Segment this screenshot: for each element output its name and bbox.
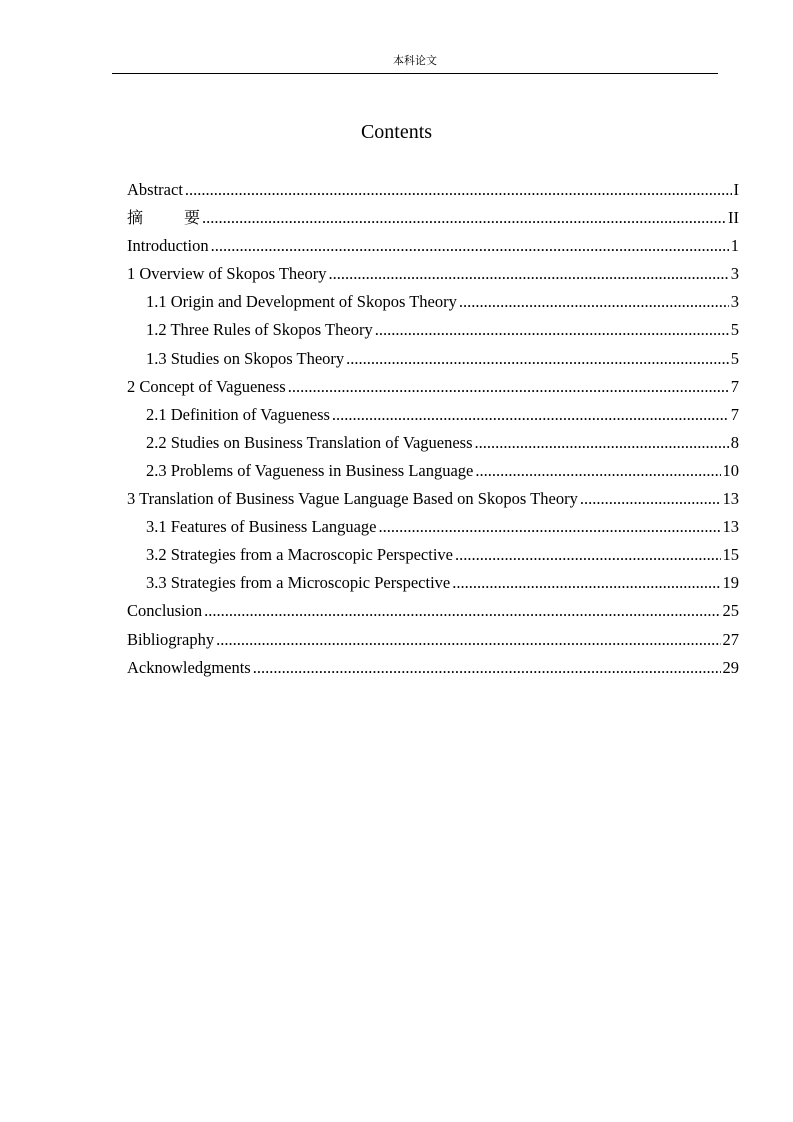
running-header: 本科论文 bbox=[393, 54, 437, 67]
toc-entry-section-1-2[interactable] bbox=[127, 316, 739, 344]
toc-entry-label: Acknowledgments bbox=[127, 657, 251, 677]
dot-leader bbox=[332, 401, 729, 429]
toc-entry-page: 7 bbox=[730, 404, 739, 424]
toc-entry-page: 13 bbox=[722, 489, 739, 509]
toc-entry-page: I bbox=[733, 180, 739, 199]
toc-entry-acknowledgments[interactable] bbox=[127, 654, 739, 682]
toc-entry-page: 8 bbox=[730, 432, 739, 452]
toc-entry-page: 15 bbox=[722, 545, 739, 565]
dot-leader bbox=[379, 513, 721, 541]
dot-leader bbox=[346, 345, 729, 373]
toc-entry-page: 13 bbox=[722, 517, 739, 537]
toc-entry-label: 3.3 Strategies from a Microscopic Perspective bbox=[146, 573, 451, 593]
toc-entry-section-2-3[interactable] bbox=[127, 457, 739, 485]
toc-entry-page: 7 bbox=[730, 376, 739, 396]
toc-entry-label: 3 Translation of Business Vague Language Based on Skopos Theory bbox=[127, 489, 578, 509]
toc-entry-page: 10 bbox=[722, 460, 739, 480]
toc-entry-section-2-2[interactable] bbox=[127, 429, 739, 457]
dot-leader bbox=[455, 541, 721, 569]
dot-leader bbox=[202, 204, 726, 232]
toc-entry-page: 27 bbox=[722, 629, 739, 649]
toc-entry-label: Bibliography bbox=[127, 629, 215, 649]
toc-entry-page: 3 bbox=[730, 292, 739, 312]
toc-entry-label: Abstract bbox=[127, 180, 183, 199]
dot-leader bbox=[452, 569, 720, 597]
toc-entry-label: 2.2 Studies on Business Translation of Vagueness bbox=[146, 432, 473, 452]
toc-entry-label: 1 Overview of Skopos Theory bbox=[127, 264, 327, 284]
toc-entry-chapter-1[interactable] bbox=[127, 260, 739, 288]
toc-entry-chinese-abstract[interactable] bbox=[127, 204, 739, 232]
dot-leader bbox=[580, 485, 721, 513]
toc-entry-abstract[interactable] bbox=[127, 176, 739, 204]
toc-entry-section-2-1[interactable] bbox=[127, 401, 739, 429]
dot-leader bbox=[216, 626, 720, 654]
table-of-contents bbox=[127, 176, 739, 682]
toc-entry-label: 3.2 Strategies from a Macroscopic Perspective bbox=[146, 545, 453, 565]
toc-entry-conclusion[interactable] bbox=[127, 597, 739, 625]
toc-entry-label: 3.1 Features of Business Language bbox=[146, 517, 377, 537]
toc-entry-section-3-2[interactable] bbox=[127, 541, 739, 569]
toc-entry-chapter-2[interactable] bbox=[127, 373, 739, 401]
toc-entry-bibliography[interactable] bbox=[127, 626, 739, 654]
toc-entry-page: 19 bbox=[722, 573, 739, 593]
toc-entry-label-char: 摘 bbox=[127, 208, 144, 228]
dot-leader bbox=[211, 232, 729, 260]
dot-leader bbox=[475, 429, 729, 457]
toc-entry-page: 5 bbox=[730, 348, 739, 368]
page-title: Contents bbox=[360, 121, 433, 143]
toc-entry-page: II bbox=[728, 208, 739, 228]
dot-leader bbox=[375, 316, 729, 344]
toc-entry-page: 1 bbox=[730, 236, 739, 256]
toc-entry-label-char: 要 bbox=[184, 208, 201, 228]
dot-leader bbox=[185, 176, 732, 204]
toc-entry-chapter-3[interactable] bbox=[127, 485, 739, 513]
toc-entry-section-3-3[interactable] bbox=[127, 569, 739, 597]
toc-entry-page: 3 bbox=[730, 264, 739, 284]
dot-leader bbox=[204, 597, 720, 625]
header-rule bbox=[112, 73, 718, 74]
dot-leader bbox=[459, 288, 729, 316]
toc-entry-label: 1.2 Three Rules of Skopos Theory bbox=[146, 320, 373, 340]
toc-entry-introduction[interactable] bbox=[127, 232, 739, 260]
toc-entry-label: 1.1 Origin and Development of Skopos Theory bbox=[146, 292, 457, 312]
toc-entry-label: Introduction bbox=[127, 236, 209, 256]
toc-entry-section-1-1[interactable] bbox=[127, 288, 739, 316]
dot-leader bbox=[288, 373, 729, 401]
toc-entry-section-1-3[interactable] bbox=[127, 345, 739, 373]
toc-entry-label: 2.1 Definition of Vagueness bbox=[146, 404, 330, 424]
toc-entry-label: 1.3 Studies on Skopos Theory bbox=[146, 348, 345, 368]
dot-leader bbox=[329, 260, 729, 288]
toc-entry-page: 25 bbox=[722, 601, 739, 621]
toc-entry-page: 29 bbox=[722, 657, 739, 677]
dot-leader bbox=[475, 457, 720, 485]
toc-entry-label bbox=[127, 204, 200, 232]
dot-leader bbox=[253, 654, 721, 682]
toc-entry-page: 5 bbox=[730, 320, 739, 340]
toc-entry-label: 2 Concept of Vagueness bbox=[127, 376, 286, 396]
toc-entry-label: 2.3 Problems of Vagueness in Business Language bbox=[146, 460, 474, 480]
toc-entry-section-3-1[interactable] bbox=[127, 513, 739, 541]
toc-entry-label: Conclusion bbox=[127, 601, 203, 621]
